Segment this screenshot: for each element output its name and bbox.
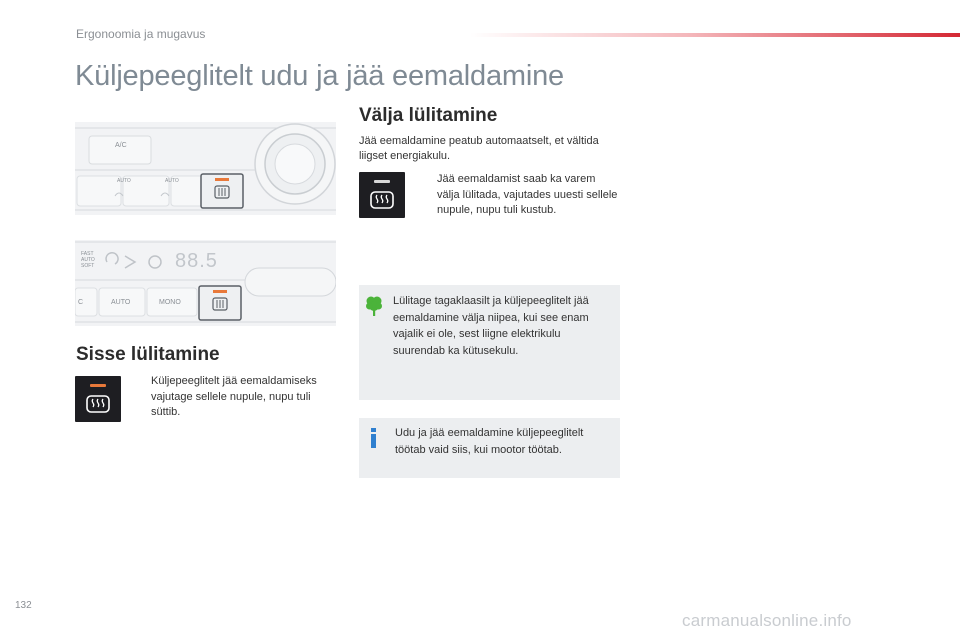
mirror-defrost-icon (75, 376, 121, 422)
page-title: Küljepeeglitelt udu ja jää eemaldamine (75, 60, 564, 92)
header-rule (470, 33, 960, 37)
panel-top-auto-label-1: AUTO (117, 178, 131, 184)
display-value: 88.5 (175, 250, 218, 272)
display-label-auto: AUTO (81, 257, 95, 263)
panel-bottom-mono-label: MONO (159, 299, 181, 306)
eco-note (359, 285, 620, 400)
switch-off-intro: Jää eemaldamine peatub automaatselt, et vältida liigset energiakulu. (359, 135, 599, 162)
watermark: carmanualsonline.info (682, 611, 852, 630)
section-label: Ergonoomia ja mugavus (76, 27, 206, 41)
info-icon (369, 428, 379, 453)
panel-bottom-c-label: C (78, 299, 84, 306)
display-label-fast: FAST (81, 251, 94, 257)
eco-note-text: Lülitage tagaklaasilt ja küljepeeglitelt jää eemaldamine välja niipea, kui see enam vajalik ei ole, sest liigne elektrikulu suurendab ka kütusekulu. (393, 295, 589, 357)
mirror-defrost-button-on (75, 376, 121, 422)
page-number: 132 (15, 600, 32, 611)
switch-off-bullet (418, 172, 618, 219)
panel-top-auto-label-2: AUTO (165, 178, 179, 184)
panel-top-ac-label: A/C (115, 142, 127, 149)
display-label-soft: SOFT (81, 263, 95, 269)
climate-panel-top-drawing (75, 122, 336, 215)
panel-bottom-auto-label: AUTO (111, 299, 131, 306)
mirror-defrost-icon (359, 172, 405, 218)
switch-on-text: Küljepeeglitelt jää eemaldamiseks vajutage sellele nupule, nupu tuli süttib. (151, 375, 317, 418)
climate-panel-illustration-bottom (75, 240, 336, 326)
switch-on-bullet (132, 374, 332, 421)
mirror-defrost-button-off (359, 172, 405, 218)
info-note (359, 418, 620, 478)
info-note-text: Udu ja jää eemaldamine küljepeeglitelt töötab vaid siis, kui mootor töötab. (395, 427, 584, 456)
switch-off-text: Jää eemaldamist saab ka varem välja lülitada, vajutades uuesti sellele nupule, nupu tuli kustub. (437, 173, 618, 216)
eco-leaf-icon (365, 295, 383, 322)
switch-on-heading: Sisse lülitamine (76, 344, 220, 365)
climate-panel-illustration-top (75, 122, 336, 215)
switch-off-heading: Välja lülitamine (359, 105, 498, 126)
